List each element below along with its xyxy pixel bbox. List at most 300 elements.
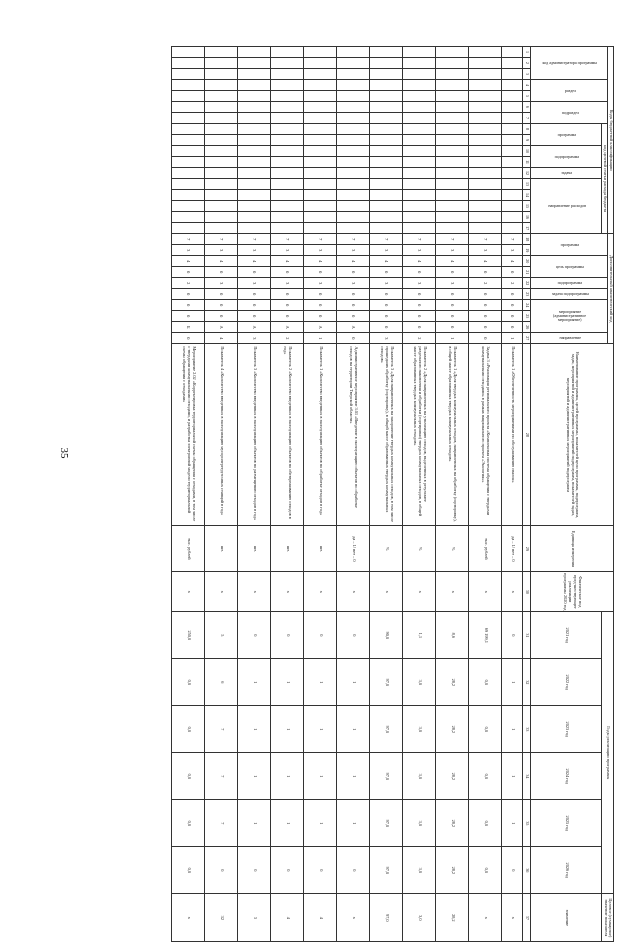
code-cell — [304, 212, 337, 223]
code-cell — [238, 201, 271, 212]
code-cell — [337, 146, 370, 157]
code-cell — [436, 157, 469, 168]
row-fact: х — [271, 572, 304, 612]
code-cell — [238, 179, 271, 190]
code-cell: 4 — [370, 256, 403, 267]
row-year-value: 1 — [337, 659, 370, 706]
code-cell — [502, 157, 523, 168]
code-cell — [238, 212, 271, 223]
header-year-1: 2021 год — [531, 612, 602, 659]
code-cell — [370, 212, 403, 223]
code-cell: 7 — [205, 234, 238, 245]
code-cell: 0 — [403, 322, 436, 333]
row-year-value: 1 — [238, 659, 271, 706]
code-cell — [469, 157, 502, 168]
row-name: Мероприятие 2.02 «Корректировка территориальной схемы обращения с отходами, в том числе с твердыми коммунальными отходами, и разработка электронной модели территориальной схемы обращения с отходами» — [172, 344, 205, 526]
code-cell — [403, 179, 436, 190]
code-cell — [205, 113, 238, 124]
row-name: Показатель 1 «Количество введенных в эксплуатацию объектов по обработке отходов в год» — [304, 344, 337, 526]
code-cell: 0 — [469, 333, 502, 344]
column-number: 14 — [523, 190, 531, 201]
row-year-value: 28,2 — [436, 659, 469, 706]
code-cell — [436, 69, 469, 80]
code-cell: 0 — [172, 300, 205, 311]
row-year-value: 0 — [205, 847, 238, 894]
code-cell: Б — [172, 322, 205, 333]
table-row — [304, 47, 337, 942]
code-cell — [502, 168, 523, 179]
code-cell — [205, 80, 238, 91]
code-cell — [403, 58, 436, 69]
code-cell — [238, 223, 271, 234]
column-number: 3 — [523, 69, 531, 80]
page-frame — [96, 46, 614, 938]
column-number: 10 — [523, 146, 531, 157]
column-number: 18 — [523, 234, 531, 245]
code-cell — [304, 135, 337, 146]
row-year-value: 0,0 — [469, 800, 502, 847]
code-cell: 0 — [172, 267, 205, 278]
code-cell: 3 — [172, 245, 205, 256]
code-cell: 0 — [205, 300, 238, 311]
code-cell — [370, 58, 403, 69]
code-cell: 3 — [205, 278, 238, 289]
code-cell — [172, 69, 205, 80]
code-cell — [469, 91, 502, 102]
table-row — [469, 47, 502, 942]
program-table — [171, 46, 614, 942]
code-cell — [304, 113, 337, 124]
code-cell: 0 — [436, 311, 469, 322]
column-number: 16 — [523, 212, 531, 223]
row-target-value: 4 — [271, 894, 304, 942]
code-cell — [238, 47, 271, 58]
code-cell — [370, 146, 403, 157]
row-name: Показатель 1 «Обеспеченность мероприятиями по обслуживанию свалок» — [502, 344, 523, 526]
code-cell — [469, 168, 502, 179]
page-number: 35 — [58, 447, 70, 459]
code-cell — [271, 146, 304, 157]
row-year-value: 97,0 — [370, 706, 403, 753]
code-cell — [502, 223, 523, 234]
code-cell — [337, 102, 370, 113]
row-unit: % — [436, 526, 469, 572]
column-number: 12 — [523, 168, 531, 179]
column-number: 32 — [523, 659, 531, 706]
code-cell — [172, 113, 205, 124]
code-cell: 0 — [502, 311, 523, 322]
code-cell — [172, 168, 205, 179]
row-unit: да – 1/ нет – 0 — [502, 526, 523, 572]
code-cell — [304, 179, 337, 190]
code-cell: 0 — [238, 300, 271, 311]
code-cell — [502, 201, 523, 212]
code-cell: 3 — [271, 245, 304, 256]
code-cell: 3 — [205, 245, 238, 256]
code-cell: 0 — [403, 311, 436, 322]
row-year-value: 6 — [205, 659, 238, 706]
row-year-value: 5 — [205, 612, 238, 659]
row-year-value: 0 — [271, 612, 304, 659]
code-cell — [436, 179, 469, 190]
code-cell — [304, 168, 337, 179]
code-cell — [502, 80, 523, 91]
row-fact: х — [502, 572, 523, 612]
code-cell — [337, 157, 370, 168]
code-cell — [403, 168, 436, 179]
code-cell: 3 — [337, 278, 370, 289]
code-cell: 0 — [172, 333, 205, 344]
code-cell — [403, 80, 436, 91]
code-cell: 0 — [403, 267, 436, 278]
code-cell — [403, 113, 436, 124]
column-number: 24 — [523, 300, 531, 311]
code-cell: 0 — [271, 300, 304, 311]
code-cell — [370, 190, 403, 201]
code-cell — [271, 157, 304, 168]
column-number: 6 — [523, 102, 531, 113]
row-year-value: 0 — [238, 847, 271, 894]
code-cell — [403, 102, 436, 113]
code-cell: 2 — [403, 333, 436, 344]
column-number: 15 — [523, 201, 531, 212]
row-year-value: 0,0 — [469, 659, 502, 706]
header-admin-code: код администратора программы — [531, 47, 608, 80]
code-cell — [337, 168, 370, 179]
row-year-value: 1 — [238, 706, 271, 753]
code-cell: 0 — [271, 311, 304, 322]
code-cell: 0 — [205, 311, 238, 322]
code-cell: 4 — [205, 256, 238, 267]
code-cell — [238, 80, 271, 91]
code-cell: 0 — [370, 300, 403, 311]
column-number: 22 — [523, 278, 531, 289]
row-target-value: х — [469, 894, 502, 942]
code-cell: 3 — [238, 278, 271, 289]
code-cell: 3 — [469, 245, 502, 256]
code-cell: 0 — [238, 311, 271, 322]
code-cell — [205, 58, 238, 69]
code-cell: 7 — [370, 234, 403, 245]
row-year-value: 1 — [337, 753, 370, 800]
code-cell — [304, 69, 337, 80]
header-years: Годы реализации программы — [602, 612, 614, 894]
row-year-value: 1 — [502, 753, 523, 800]
row-unit: тыс. рублей — [172, 526, 205, 572]
row-fact: х — [238, 572, 271, 612]
row-year-value: 0 — [271, 847, 304, 894]
column-number: 21 — [523, 267, 531, 278]
rotated-table-wrapper — [96, 46, 614, 938]
code-cell: 0 — [502, 322, 523, 333]
row-fact: х — [337, 572, 370, 612]
code-cell — [304, 223, 337, 234]
row-fact: х — [436, 572, 469, 612]
header-subprogram: подпрограмма — [531, 278, 608, 289]
code-cell — [502, 102, 523, 113]
row-year-value: 1 — [271, 659, 304, 706]
code-cell — [370, 223, 403, 234]
row-year-value: 3,0 — [403, 753, 436, 800]
row-year-value: 1 — [337, 800, 370, 847]
row-target-value: 3,0 — [403, 894, 436, 942]
row-unit: % — [370, 526, 403, 572]
row-fact: х — [403, 572, 436, 612]
code-cell — [469, 212, 502, 223]
code-cell: 4 — [469, 256, 502, 267]
code-cell — [436, 135, 469, 146]
row-target-value: х — [172, 894, 205, 942]
header-extra-codes: Дополнительный аналитический код — [608, 234, 614, 344]
row-unit: шт. — [271, 526, 304, 572]
code-cell — [370, 91, 403, 102]
column-number: 35 — [523, 800, 531, 847]
row-year-value: 28,2 — [436, 753, 469, 800]
code-cell: 0 — [337, 300, 370, 311]
column-number: 2 — [523, 58, 531, 69]
code-cell: 0 — [271, 267, 304, 278]
column-number: 7 — [523, 113, 531, 124]
code-cell — [403, 135, 436, 146]
code-cell — [370, 201, 403, 212]
code-cell: 0 — [337, 289, 370, 300]
code-cell: 7 — [469, 234, 502, 245]
row-target-value: х — [337, 894, 370, 942]
code-cell: 0 — [172, 311, 205, 322]
code-cell — [502, 47, 523, 58]
row-fact: х — [370, 572, 403, 612]
code-cell — [337, 179, 370, 190]
header-year-4: 2024 год — [531, 753, 602, 800]
row-year-value: 0,0 — [469, 847, 502, 894]
table-row — [370, 47, 403, 942]
code-cell — [502, 113, 523, 124]
row-year-value: 0 — [304, 847, 337, 894]
code-cell — [403, 124, 436, 135]
column-number: 4 — [523, 80, 531, 91]
row-year-value: 250,0 — [172, 612, 205, 659]
code-cell — [304, 190, 337, 201]
code-cell — [238, 190, 271, 201]
code-cell: 2 — [271, 333, 304, 344]
code-cell — [370, 69, 403, 80]
code-cell — [403, 91, 436, 102]
code-cell: 0 — [403, 300, 436, 311]
row-year-value: 1 — [271, 753, 304, 800]
column-number: 34 — [523, 753, 531, 800]
column-number: 31 — [523, 612, 531, 659]
row-year-value: 0 — [502, 612, 523, 659]
code-cell — [304, 124, 337, 135]
row-year-value: 3,0 — [403, 706, 436, 753]
row-year-value: 28,2 — [436, 800, 469, 847]
code-cell: 7 — [403, 234, 436, 245]
code-cell: 4 — [271, 256, 304, 267]
row-name: Административное мероприятие 3.01 «Введение в эксплуатацию объектов по обработке отходов на территории Тверской области» — [337, 344, 370, 526]
code-cell: 4 — [502, 256, 523, 267]
code-cell — [205, 223, 238, 234]
code-cell: 0 — [304, 267, 337, 278]
row-year-value: 3,0 — [403, 800, 436, 847]
code-cell — [172, 47, 205, 58]
code-cell — [370, 47, 403, 58]
code-cell: 0 — [469, 300, 502, 311]
code-cell — [271, 135, 304, 146]
column-number: 5 — [523, 91, 531, 102]
code-cell — [403, 223, 436, 234]
table-row — [271, 47, 304, 942]
row-fact: х — [304, 572, 337, 612]
code-cell — [271, 58, 304, 69]
header-program: программа — [531, 234, 608, 256]
code-cell — [370, 113, 403, 124]
code-cell — [436, 223, 469, 234]
row-year-value: 1 — [238, 800, 271, 847]
code-cell: 0 — [502, 267, 523, 278]
code-cell: 3 — [370, 245, 403, 256]
row-year-value: 28,2 — [436, 847, 469, 894]
code-cell — [370, 179, 403, 190]
code-cell — [238, 102, 271, 113]
header-direction: направление — [531, 333, 608, 344]
code-cell — [304, 91, 337, 102]
code-cell: 4 — [436, 256, 469, 267]
code-cell — [403, 47, 436, 58]
code-cell: 0 — [205, 289, 238, 300]
code-cell — [502, 69, 523, 80]
table-row — [337, 47, 370, 942]
row-year-value: 7 — [205, 753, 238, 800]
row-name: Показатель 2 «Количество введенных в эксплуатацию объектов по обезвреживанию отходов в год» — [271, 344, 304, 526]
code-cell — [271, 179, 304, 190]
code-cell — [502, 212, 523, 223]
code-cell — [436, 91, 469, 102]
column-number: 8 — [523, 124, 531, 135]
code-cell — [337, 223, 370, 234]
row-name: Показатель 4 «Количество введенных в эксплуатацию мусороперегрузочных станций в год» — [205, 344, 238, 526]
row-year-value: 0,0 — [172, 847, 205, 894]
table-row — [403, 47, 436, 942]
row-year-value: 97,0 — [370, 659, 403, 706]
code-cell — [304, 157, 337, 168]
code-cell — [469, 80, 502, 91]
code-cell: 0 — [502, 300, 523, 311]
code-cell — [436, 201, 469, 212]
code-cell — [337, 201, 370, 212]
code-cell — [436, 124, 469, 135]
code-cell: 0 — [238, 267, 271, 278]
code-cell — [337, 91, 370, 102]
code-cell — [172, 135, 205, 146]
row-unit: % — [403, 526, 436, 572]
code-cell: 0 — [370, 289, 403, 300]
row-unit: шт. — [238, 526, 271, 572]
row-target-value: 28,2 — [436, 894, 469, 942]
code-cell — [172, 91, 205, 102]
row-unit: шт. — [205, 526, 238, 572]
code-cell — [238, 168, 271, 179]
code-cell — [238, 146, 271, 157]
code-cell: 3 — [337, 245, 370, 256]
row-fact: х — [172, 572, 205, 612]
code-cell — [205, 146, 238, 157]
code-cell — [205, 135, 238, 146]
code-cell — [304, 201, 337, 212]
code-cell: 0 — [337, 267, 370, 278]
code-cell — [502, 146, 523, 157]
code-cell — [304, 102, 337, 113]
code-cell: 0 — [337, 333, 370, 344]
row-year-value: 28,2 — [436, 706, 469, 753]
code-cell — [172, 102, 205, 113]
header-target: Целевое (суммарное) значение показателя — [602, 894, 614, 942]
code-cell — [370, 80, 403, 91]
code-cell: 0 — [370, 267, 403, 278]
code-cell — [436, 146, 469, 157]
code-cell — [502, 135, 523, 146]
code-cell: А — [205, 322, 238, 333]
code-cell — [469, 69, 502, 80]
code-cell — [337, 58, 370, 69]
code-cell — [271, 168, 304, 179]
code-cell — [205, 179, 238, 190]
code-cell: 0 — [502, 289, 523, 300]
column-number: 30 — [523, 572, 531, 612]
code-cell — [205, 47, 238, 58]
header-podrazdel: подраздел — [531, 102, 608, 124]
column-number: 13 — [523, 179, 531, 190]
code-cell: 3 — [436, 278, 469, 289]
header-event: мероприятие (административное мероприятие) — [531, 300, 608, 333]
code-cell: 0 — [304, 289, 337, 300]
code-cell — [172, 190, 205, 201]
column-number: 23 — [523, 289, 531, 300]
code-cell — [469, 179, 502, 190]
code-cell: 7 — [337, 234, 370, 245]
row-year-value: 1 — [304, 753, 337, 800]
code-cell — [337, 47, 370, 58]
code-cell — [502, 190, 523, 201]
header-program-code: программа — [531, 124, 602, 146]
row-year-value: 97,0 — [370, 800, 403, 847]
code-cell: 1 — [502, 333, 523, 344]
row-year-value: 1 — [337, 706, 370, 753]
code-cell: А — [337, 322, 370, 333]
code-cell — [469, 190, 502, 201]
code-cell — [238, 124, 271, 135]
code-cell — [205, 201, 238, 212]
column-number: 37 — [523, 894, 531, 942]
code-cell — [271, 212, 304, 223]
code-cell — [172, 146, 205, 157]
code-cell — [502, 124, 523, 135]
column-number: 36 — [523, 847, 531, 894]
row-year-value: 1 — [271, 706, 304, 753]
code-cell — [172, 80, 205, 91]
header-objective: цель программы — [531, 256, 608, 278]
code-cell — [436, 190, 469, 201]
code-cell — [403, 190, 436, 201]
code-cell — [271, 124, 304, 135]
code-cell — [436, 102, 469, 113]
code-cell: 4 — [337, 256, 370, 267]
row-fact: х — [205, 572, 238, 612]
code-cell — [271, 223, 304, 234]
code-cell: 0 — [337, 311, 370, 322]
code-cell — [436, 47, 469, 58]
code-cell: 3 — [403, 245, 436, 256]
row-year-value: 3,0 — [403, 659, 436, 706]
